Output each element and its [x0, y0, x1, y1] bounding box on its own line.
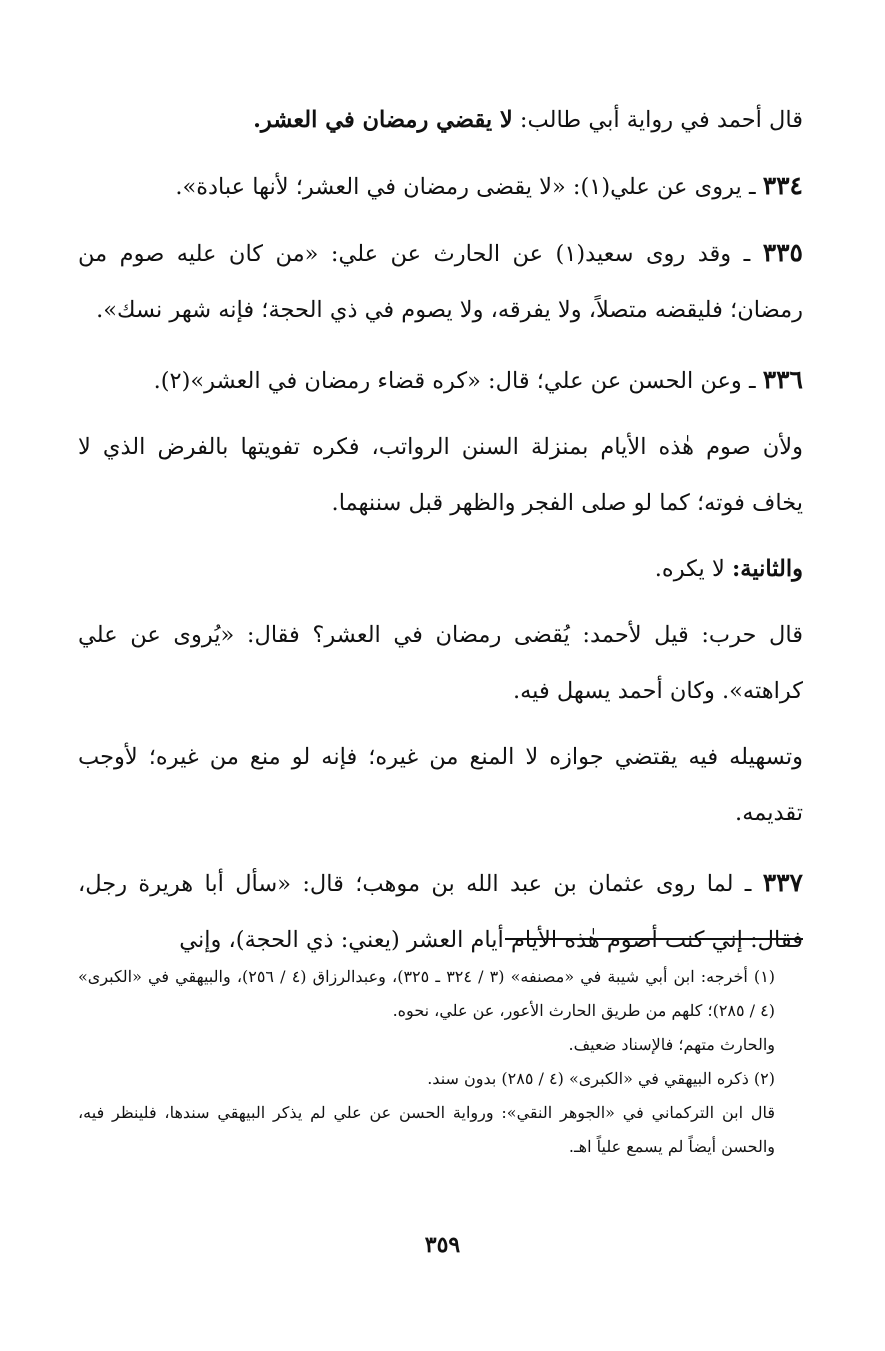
paragraph-1-bold: لا يقضي رمضان في العشر.	[253, 107, 513, 133]
item-number-335: ٣٣٥	[762, 238, 803, 267]
item-number-336: ٣٣٦	[762, 365, 803, 394]
paragraph-335	[78, 225, 803, 338]
footnote-divider	[505, 938, 803, 940]
footnote-2: (٢) ذكره البيهقي في «الكبرى» (٤ / ٢٨٥) بدون سند.	[427, 1069, 775, 1088]
paragraph-1	[78, 92, 803, 148]
footnote-1-note: والحارث متهم؛ فالإسناد ضعيف.	[568, 1035, 775, 1054]
paragraph-6-bold: والثانية:	[731, 556, 803, 582]
footnotes	[78, 960, 803, 1164]
paragraph-7: قال حرب: قيل لأحمد: يُقضى رمضان في العشر؟ فقال: «يُروى عن علي كراهته». وكان أحمد يسهل فيه.	[78, 622, 803, 704]
page-number: ٣٥٩	[424, 1232, 461, 1258]
item-number-337: ٣٣٧	[762, 868, 803, 897]
paragraph-334	[78, 158, 803, 215]
paragraph-336-text: ـ وعن الحسن عن علي؛ قال: «كره قضاء رمضان في العشر»(٢).	[153, 368, 756, 394]
item-number-334: ٣٣٤	[762, 171, 803, 200]
footnote-1: (١) أخرجه: ابن أبي شيبة في «مصنفه» (٣ / ٣٢٤ ـ ٣٢٥)، وعبدالرزاق (٤ / ٢٥٦)، والبيهقي في «الكبرى» (٤ / ٢٨٥)؛ كلهم من طريق الحارث الأعور، عن علي، نحوه.	[78, 967, 776, 1020]
footnote-2-note: قال ابن التركماني في «الجوهر النقي»: ورواية الحسن عن علي لم يذكر البيهقي سندها، فلينظر فيه، والحسن أيضاً لم يسمع علياً اهـ.	[78, 1103, 775, 1156]
paragraph-8: وتسهيله فيه يقتضي جوازه لا المنع من غيره؛ فإنه لو منع من غيره؛ لأوجب تقديمه.	[78, 744, 803, 826]
paragraph-336	[78, 352, 803, 409]
paragraph-337-text: ـ لما روى عثمان بن عبد الله بن موهب؛ قال: «سأل أبا هريرة رجل، فقال: إني كنت أصوم هٰذه الأيام أيام العشر (يعني: ذي الحجة)، وإني	[78, 871, 803, 953]
paragraph-5: ولأن صوم هٰذه الأيام بمنزلة السنن الرواتب، فكره تفويتها بالفرض الذي لا يخاف فوته؛ كما لو صلى الفجر والظهر قبل سننهما.	[78, 434, 803, 516]
paragraph-1-text: قال أحمد في رواية أبي طالب:	[519, 107, 803, 133]
main-text	[78, 92, 803, 968]
paragraph-335-text: ـ وقد روى سعيد(١) عن الحارث عن علي: «من كان عليه صوم من رمضان؛ فليقضه متصلاً، ولا يفرقه، ولا يصوم في ذي الحجة؛ فإنه شهر نسك».	[78, 241, 803, 323]
paragraph-337	[78, 855, 803, 968]
paragraph-6-text: لا يكره.	[654, 556, 725, 582]
paragraph-334-text: ـ يروى عن علي(١): «لا يقضى رمضان في العشر؛ لأنها عبادة».	[175, 174, 756, 200]
paragraph-6	[78, 541, 803, 597]
